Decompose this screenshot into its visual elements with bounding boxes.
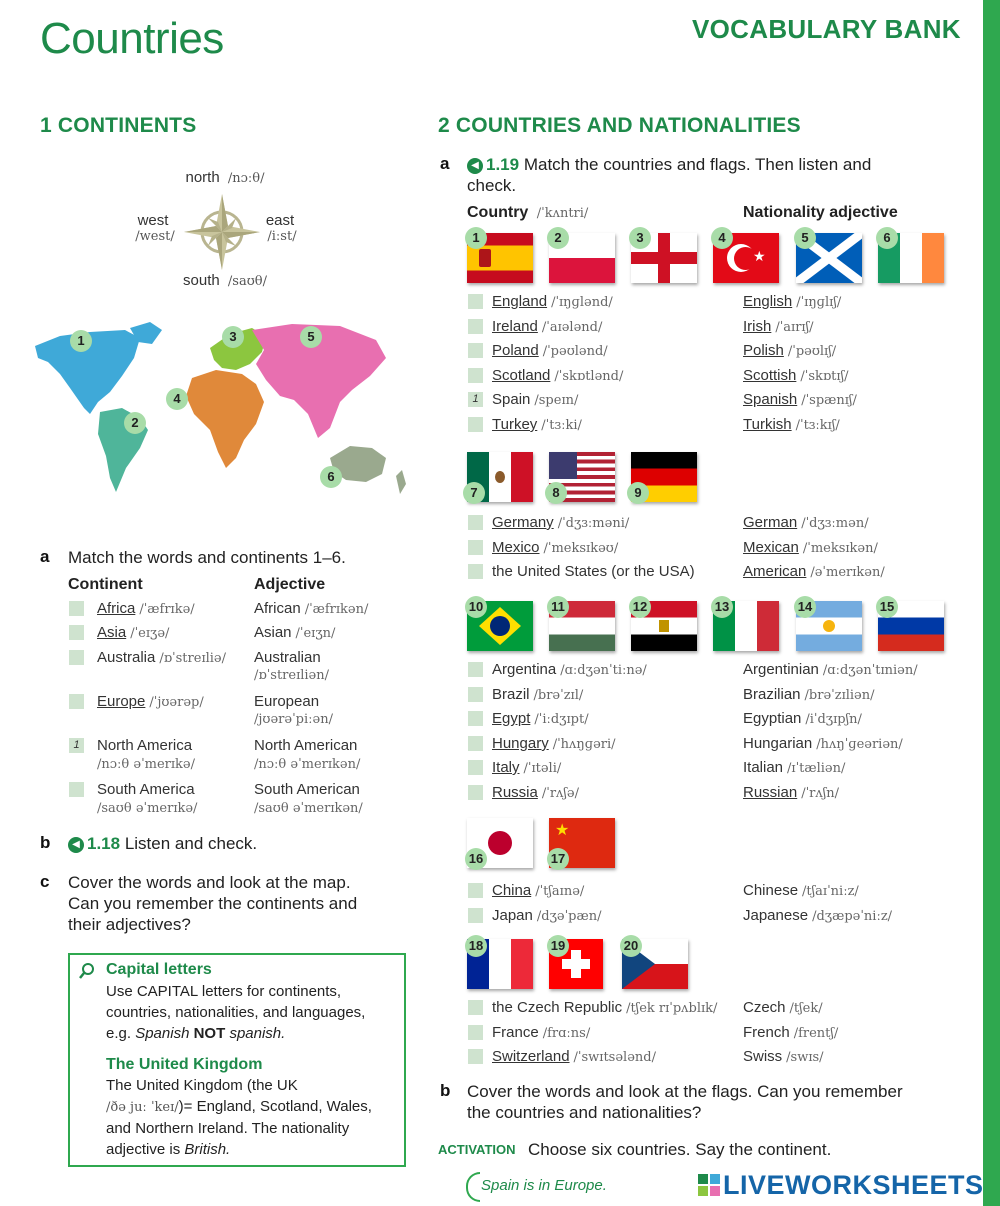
nationality-english: English /ˈɪŋɡlɪʃ/ (743, 293, 842, 310)
answer-box-brazil[interactable] (468, 687, 483, 702)
nationality-chinese: Chinese /tʃaɪˈniːz/ (743, 882, 859, 899)
task-1a-text: Match the words and continents 1–6. (68, 548, 346, 567)
country-mexico: Mexico /ˈmeksɪkəʊ/ (492, 539, 619, 556)
answer-box-egypt[interactable] (468, 711, 483, 726)
flag-number-1: 1 (465, 227, 487, 249)
flag-turkey: ★ (713, 233, 779, 283)
country-egypt: Egypt /ˈiːdʒɪpt/ (492, 710, 589, 727)
country-spain: Spain /speɪn/ (492, 391, 579, 408)
country-france: France /frɑːns/ (492, 1024, 591, 1041)
flag-number-17: 17 (547, 848, 569, 870)
magnifier-icon (78, 962, 96, 980)
map-new-zealand (396, 470, 406, 494)
nationality-irish: Irish /ˈaɪrɪʃ/ (743, 318, 814, 335)
country-switzerland: Switzerland /ˈswɪtsələnd/ (492, 1048, 656, 1065)
flag-number-7: 7 (463, 482, 485, 504)
country-russia: Russia /ˈrʌʃə/ (492, 784, 579, 801)
map-number-5: 5 (300, 326, 322, 348)
task-1b: ◀ 1.18 Listen and check. (68, 833, 257, 854)
adjective-australian: Australian (254, 649, 321, 666)
answer-box-north-america[interactable]: 1 (69, 738, 84, 753)
flag-number-11: 11 (547, 596, 569, 618)
compass-rose-icon (182, 192, 262, 272)
answer-box-asia[interactable] (69, 625, 84, 640)
flag-number-12: 12 (629, 596, 651, 618)
answer-box-france[interactable] (468, 1025, 483, 1040)
answer-box-germany[interactable] (468, 515, 483, 530)
country-brazil: Brazil /brəˈzɪl/ (492, 686, 584, 703)
compass-north: north (185, 169, 220, 186)
uk-title: The United Kingdom (106, 1056, 263, 1073)
continent-asia: Asia /ˈeɪʒə/ (97, 624, 170, 641)
country-scotland: Scotland /ˈskɒtlənd/ (492, 367, 624, 384)
nationality-japanese: Japanese /dʒæpəˈniːz/ (743, 907, 893, 924)
flag-number-18: 18 (465, 935, 487, 957)
task-1a-letter: a (40, 547, 50, 566)
adjective-asian: Asian /ˈeɪʒn/ (254, 624, 336, 641)
compass-north-ph: /nɔːθ/ (227, 171, 265, 186)
compass-east: east (265, 212, 295, 229)
page-title: Countries (40, 14, 224, 63)
watermark: LIVEWORKSHEETS (723, 1170, 984, 1200)
audio-icon[interactable]: ◀ (68, 837, 84, 853)
country-china: China /ˈtʃaɪnə/ (492, 882, 585, 899)
flag-number-4: 4 (711, 227, 733, 249)
answer-box-switzerland[interactable] (468, 1049, 483, 1064)
answer-box-ireland[interactable] (468, 319, 483, 334)
country-turkey: Turkey /ˈtɜːki/ (492, 416, 582, 433)
answer-box-argentina[interactable] (468, 662, 483, 677)
flag-number-13: 13 (711, 596, 733, 618)
activation-example: Spain is in Europe. (481, 1177, 607, 1194)
continents-heading: 1 CONTINENTS (40, 114, 197, 137)
uk-text: The United Kingdom (the UK /ðə juː ˈkeɪ/)= England, Scotland, Wales, and Northern Ireland. The nationality adjective is British. (106, 1077, 372, 1158)
nationality-swiss: Swiss /swɪs/ (743, 1048, 824, 1065)
speech-bracket-icon (466, 1172, 480, 1202)
answer-box-europe[interactable] (69, 694, 84, 709)
country-italy: Italy /ˈɪtəli/ (492, 759, 562, 776)
map-number-6: 6 (320, 466, 342, 488)
continent-col-head: Continent (68, 576, 143, 593)
adjective-african: African /ˈæfrɪkən/ (254, 600, 369, 617)
task-2b-text: Cover the words and look at the flags. Can you remember the countries and nationalities? (467, 1082, 903, 1122)
continent-south-america-ph: /saʊθ əˈmerɪkə/ (97, 801, 198, 816)
answer-box-czech-republic[interactable] (468, 1000, 483, 1015)
country-england: England /ˈɪŋɡlənd/ (492, 293, 613, 310)
nationality-polish: Polish /ˈpəʊlɪʃ/ (743, 342, 837, 359)
nationality-egyptian: Egyptian /iˈdʒɪpʃn/ (743, 710, 862, 727)
answer-box-south-america[interactable] (69, 782, 84, 797)
nationality-german: German /ˈdʒɜːmən/ (743, 514, 869, 531)
task-2a-letter: a (440, 154, 450, 173)
activation-text: Choose six countries. Say the continent. (528, 1140, 832, 1159)
capital-letters-text: Use CAPITAL letters for continents, countries, nationalities, and languages, e.g. Spanish NOT spanish. (106, 983, 366, 1042)
map-number-3: 3 (222, 326, 244, 348)
nationality-scottish: Scottish /ˈskɒtɪʃ/ (743, 367, 849, 384)
map-number-2: 2 (124, 412, 146, 434)
flag-number-3: 3 (629, 227, 651, 249)
task-2b-letter: b (440, 1081, 451, 1100)
flag-china: ★ (549, 818, 615, 868)
compass-south-ph: /saʊθ/ (227, 274, 267, 289)
nationality-italian: Italian /ɪˈtæliən/ (743, 759, 846, 776)
capital-letters-title: Capital letters (106, 961, 212, 978)
task-1c-text: Cover the words and look at the map. Can you remember the continents and their adjectives? (68, 873, 358, 934)
answer-box-scotland[interactable] (468, 368, 483, 383)
flag-number-16: 16 (465, 848, 487, 870)
map-number-1: 1 (70, 330, 92, 352)
nationality-hungarian: Hungarian /hʌŋˈɡeəriən/ (743, 735, 903, 752)
nationality-mexican: Mexican /ˈmeksɪkən/ (743, 539, 878, 556)
nationality-russian: Russian /ˈrʌʃn/ (743, 784, 839, 801)
nationality-american: American /əˈmerɪkən/ (743, 563, 885, 580)
answer-box-italy[interactable] (468, 760, 483, 775)
adjective-north-american-ph: /nɔːθ əˈmerɪkən/ (254, 757, 361, 772)
flag-number-5: 5 (794, 227, 816, 249)
section-label: VOCABULARY BANK (692, 14, 961, 44)
adjective-north-american: North American (254, 737, 358, 754)
adjective-european-ph: /jʊərəˈpiːən/ (254, 712, 333, 727)
flag-number-19: 19 (547, 935, 569, 957)
nationality-col-head: Nationality adjective (743, 204, 898, 221)
page-edge-bar (983, 0, 1000, 1206)
continent-africa: Africa /ˈæfrɪkə/ (97, 600, 195, 617)
adjective-european: European (254, 693, 320, 710)
continent-north-america: North America (97, 737, 193, 754)
country-czech-republic: the Czech Republic /tʃek rɪˈpʌblɪk/ (492, 999, 718, 1016)
activation-label: ACTIVATION (438, 1142, 516, 1157)
answer-box-turkey[interactable] (468, 417, 483, 432)
country-usa: the United States (or the USA) (492, 563, 695, 580)
task-1c-letter: c (40, 872, 50, 891)
country-hungary: Hungary /ˈhʌŋɡəri/ (492, 735, 616, 752)
answer-box-usa[interactable] (468, 564, 483, 579)
compass-east-ph: /iːst/ (267, 229, 297, 244)
answer-box-spain[interactable]: 1 (468, 392, 483, 407)
flag-number-10: 10 (465, 596, 487, 618)
country-germany: Germany /ˈdʒɜːməni/ (492, 514, 630, 531)
answer-box-hungary[interactable] (468, 736, 483, 751)
adjective-south-american-ph: /saʊθ əˈmerɪkən/ (254, 801, 363, 816)
nationality-brazilian: Brazilian /brəˈzɪliən/ (743, 686, 875, 703)
answer-box-australia[interactable] (69, 650, 84, 665)
adjective-col-head: Adjective (254, 576, 326, 593)
continent-europe: Europe /ˈjʊərəp/ (97, 693, 204, 710)
nationality-turkish: Turkish /ˈtɜːkɪʃ/ (743, 416, 840, 433)
nationality-french: French /frentʃ/ (743, 1024, 839, 1041)
compass-west: west (137, 212, 169, 229)
flag-number-2: 2 (547, 227, 569, 249)
liveworksheets-logo-icon (698, 1174, 720, 1196)
flag-number-20: 20 (620, 935, 642, 957)
answer-box-africa[interactable] (69, 601, 84, 616)
nationality-spanish: Spanish /ˈspænɪʃ/ (743, 391, 857, 408)
answer-box-mexico[interactable] (468, 540, 483, 555)
answer-box-england[interactable] (468, 294, 483, 309)
country-argentina: Argentina /ɑːdʒənˈtiːnə/ (492, 661, 647, 678)
audio-icon[interactable]: ◀ (467, 158, 483, 174)
continent-australia: Australia /ɒˈstreɪliə/ (97, 649, 226, 666)
map-africa (186, 370, 264, 468)
adjective-australian-ph: /ɒˈstreɪliən/ (254, 668, 329, 683)
nationality-argentinian: Argentinian /ɑːdʒənˈtɪniən/ (743, 661, 918, 678)
answer-box-russia[interactable] (468, 785, 483, 800)
answer-box-china[interactable] (468, 883, 483, 898)
answer-box-japan[interactable] (468, 908, 483, 923)
country-col-head: Country /ˈkʌntri/ (467, 204, 589, 221)
country-japan: Japan /dʒəˈpæn/ (492, 907, 602, 924)
flag-number-14: 14 (794, 596, 816, 618)
country-ireland: Ireland /ˈaɪələnd/ (492, 318, 603, 335)
answer-box-poland[interactable] (468, 343, 483, 358)
continent-north-america-ph: /nɔːθ əˈmerɪkə/ (97, 757, 195, 772)
flag-number-6: 6 (876, 227, 898, 249)
flag-number-15: 15 (876, 596, 898, 618)
compass-south: south (183, 272, 220, 289)
compass-west-ph: /west/ (135, 229, 175, 244)
flag-number-9: 9 (627, 482, 649, 504)
country-poland: Poland /ˈpəʊlənd/ (492, 342, 608, 359)
task-2a-text: ◀ 1.19 Match the countries and flags. Then listen and check. (467, 155, 872, 195)
map-number-4: 4 (166, 388, 188, 410)
continent-south-america: South America (97, 781, 195, 798)
countries-heading: 2 COUNTRIES AND NATIONALITIES (438, 114, 801, 137)
nationality-czech: Czech /tʃek/ (743, 999, 823, 1016)
adjective-south-american: South American (254, 781, 360, 798)
flag-number-8: 8 (545, 482, 567, 504)
task-1b-letter: b (40, 833, 51, 852)
